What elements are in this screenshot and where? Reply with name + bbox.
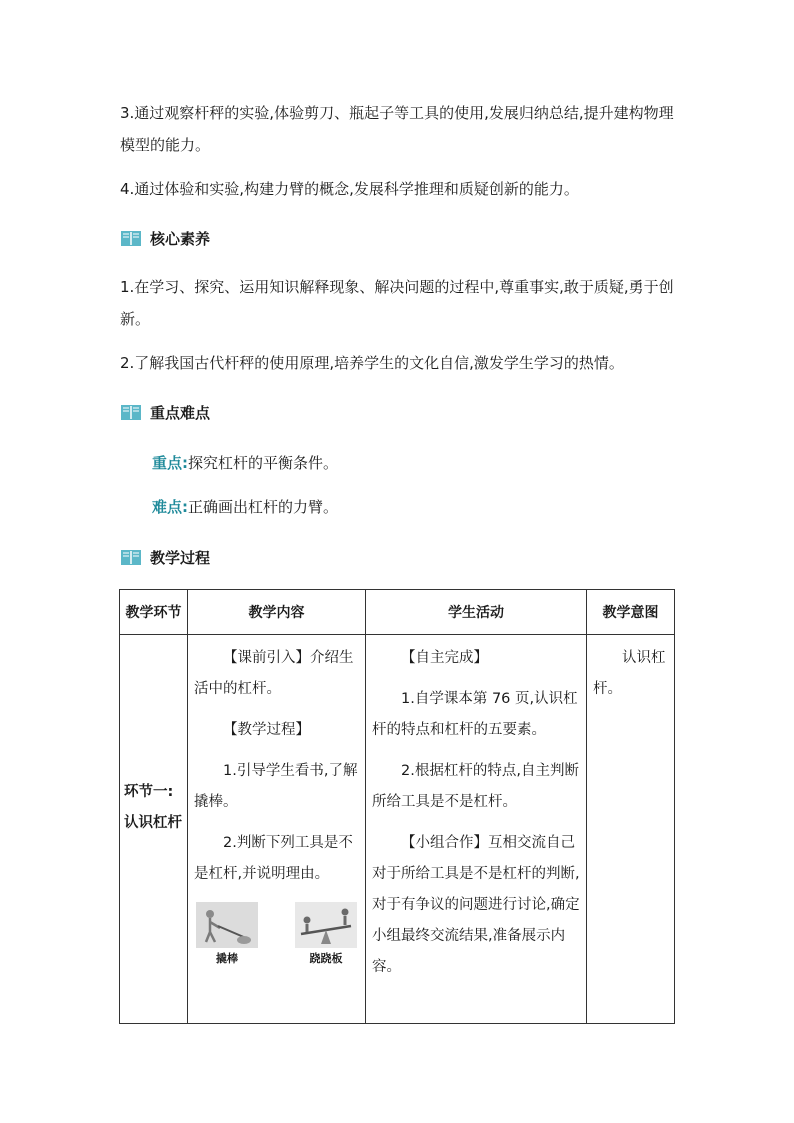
difficulty-line bbox=[152, 491, 712, 523]
book-icon bbox=[120, 548, 142, 566]
focus-line bbox=[152, 447, 712, 479]
crowbar-caption: 撬棒 bbox=[216, 952, 238, 965]
content-intro: 【课前引入】介绍生活中的杠杆。 bbox=[194, 650, 354, 697]
header-content: 教学内容 bbox=[188, 590, 366, 635]
activity-self-label: 【自主完成】 bbox=[401, 650, 488, 666]
section-title: 教学过程 bbox=[150, 548, 211, 567]
book-icon bbox=[120, 229, 142, 247]
content-cell bbox=[188, 635, 366, 1024]
section-title: 核心素养 bbox=[150, 229, 211, 248]
objective-3: 3.通过观察杆秤的实验,体验剪刀、瓶起子等工具的使用,发展归纳总结,提升建构物理模型的能力。 bbox=[120, 104, 674, 154]
book-icon bbox=[120, 403, 142, 421]
crowbar-figure bbox=[196, 902, 258, 966]
header-activity: 学生活动 bbox=[366, 590, 587, 635]
activity-cell bbox=[366, 635, 587, 1024]
seesaw-illustration bbox=[295, 902, 357, 948]
table-row bbox=[120, 635, 675, 1024]
tool-images bbox=[194, 902, 359, 966]
activity-group-label: 【小组合作】 bbox=[401, 835, 488, 851]
activity-self-2: 2.根据杠杆的特点,自主判断所给工具是不是杠杆。 bbox=[372, 763, 579, 810]
teaching-process-table bbox=[119, 589, 675, 1024]
header-stage: 教学环节 bbox=[120, 590, 188, 635]
activity-group-text: 互相交流自己对于所给工具是不是杠杆的判断,对于有争议的问题进行讨论,确定小组最终交流结果,准备展示内容。 bbox=[372, 835, 580, 975]
difficulty-label: 难点: bbox=[152, 498, 188, 516]
table-header-row bbox=[120, 590, 675, 635]
content-step-2: 2.判断下列工具是不是杠杆,并说明理由。 bbox=[194, 835, 353, 882]
section-key-points bbox=[120, 400, 210, 424]
section-title: 重点难点 bbox=[150, 403, 211, 422]
objective-4: 4.通过体验和实验,构建力臂的概念,发展科学推理和质疑创新的能力。 bbox=[120, 180, 579, 198]
difficulty-text: 正确画出杠杆的力臂。 bbox=[188, 498, 339, 516]
seesaw-caption: 跷跷板 bbox=[309, 952, 343, 965]
section-core-literacy bbox=[120, 226, 210, 250]
content-process-label: 【教学过程】 bbox=[223, 722, 310, 738]
activity-group bbox=[372, 828, 580, 983]
seesaw-figure bbox=[295, 902, 357, 966]
header-intent: 教学意图 bbox=[587, 590, 675, 635]
core-item-2: 2.了解我国古代杆秤的使用原理,培养学生的文化自信,激发学生学习的热情。 bbox=[120, 354, 624, 372]
intent-text: 认识杠杆。 bbox=[593, 650, 666, 697]
focus-label: 重点: bbox=[152, 454, 188, 472]
intent-cell bbox=[587, 635, 675, 1024]
core-item-1: 1.在学习、探究、运用知识解释现象、解决问题的过程中,尊重事实,敢于质疑,勇于创新。 bbox=[120, 278, 674, 328]
content-step-1: 1.引导学生看书,了解撬棒。 bbox=[194, 763, 358, 810]
stage-cell bbox=[120, 635, 188, 1024]
crowbar-illustration bbox=[196, 902, 258, 948]
activity-self-1: 1.自学课本第 76 页,认识杠杆的特点和杠杆的五要素。 bbox=[372, 691, 578, 738]
section-process bbox=[120, 545, 210, 569]
stage-label: 环节一:认识杠杆 bbox=[124, 784, 182, 831]
focus-text: 探究杠杆的平衡条件。 bbox=[188, 454, 339, 472]
